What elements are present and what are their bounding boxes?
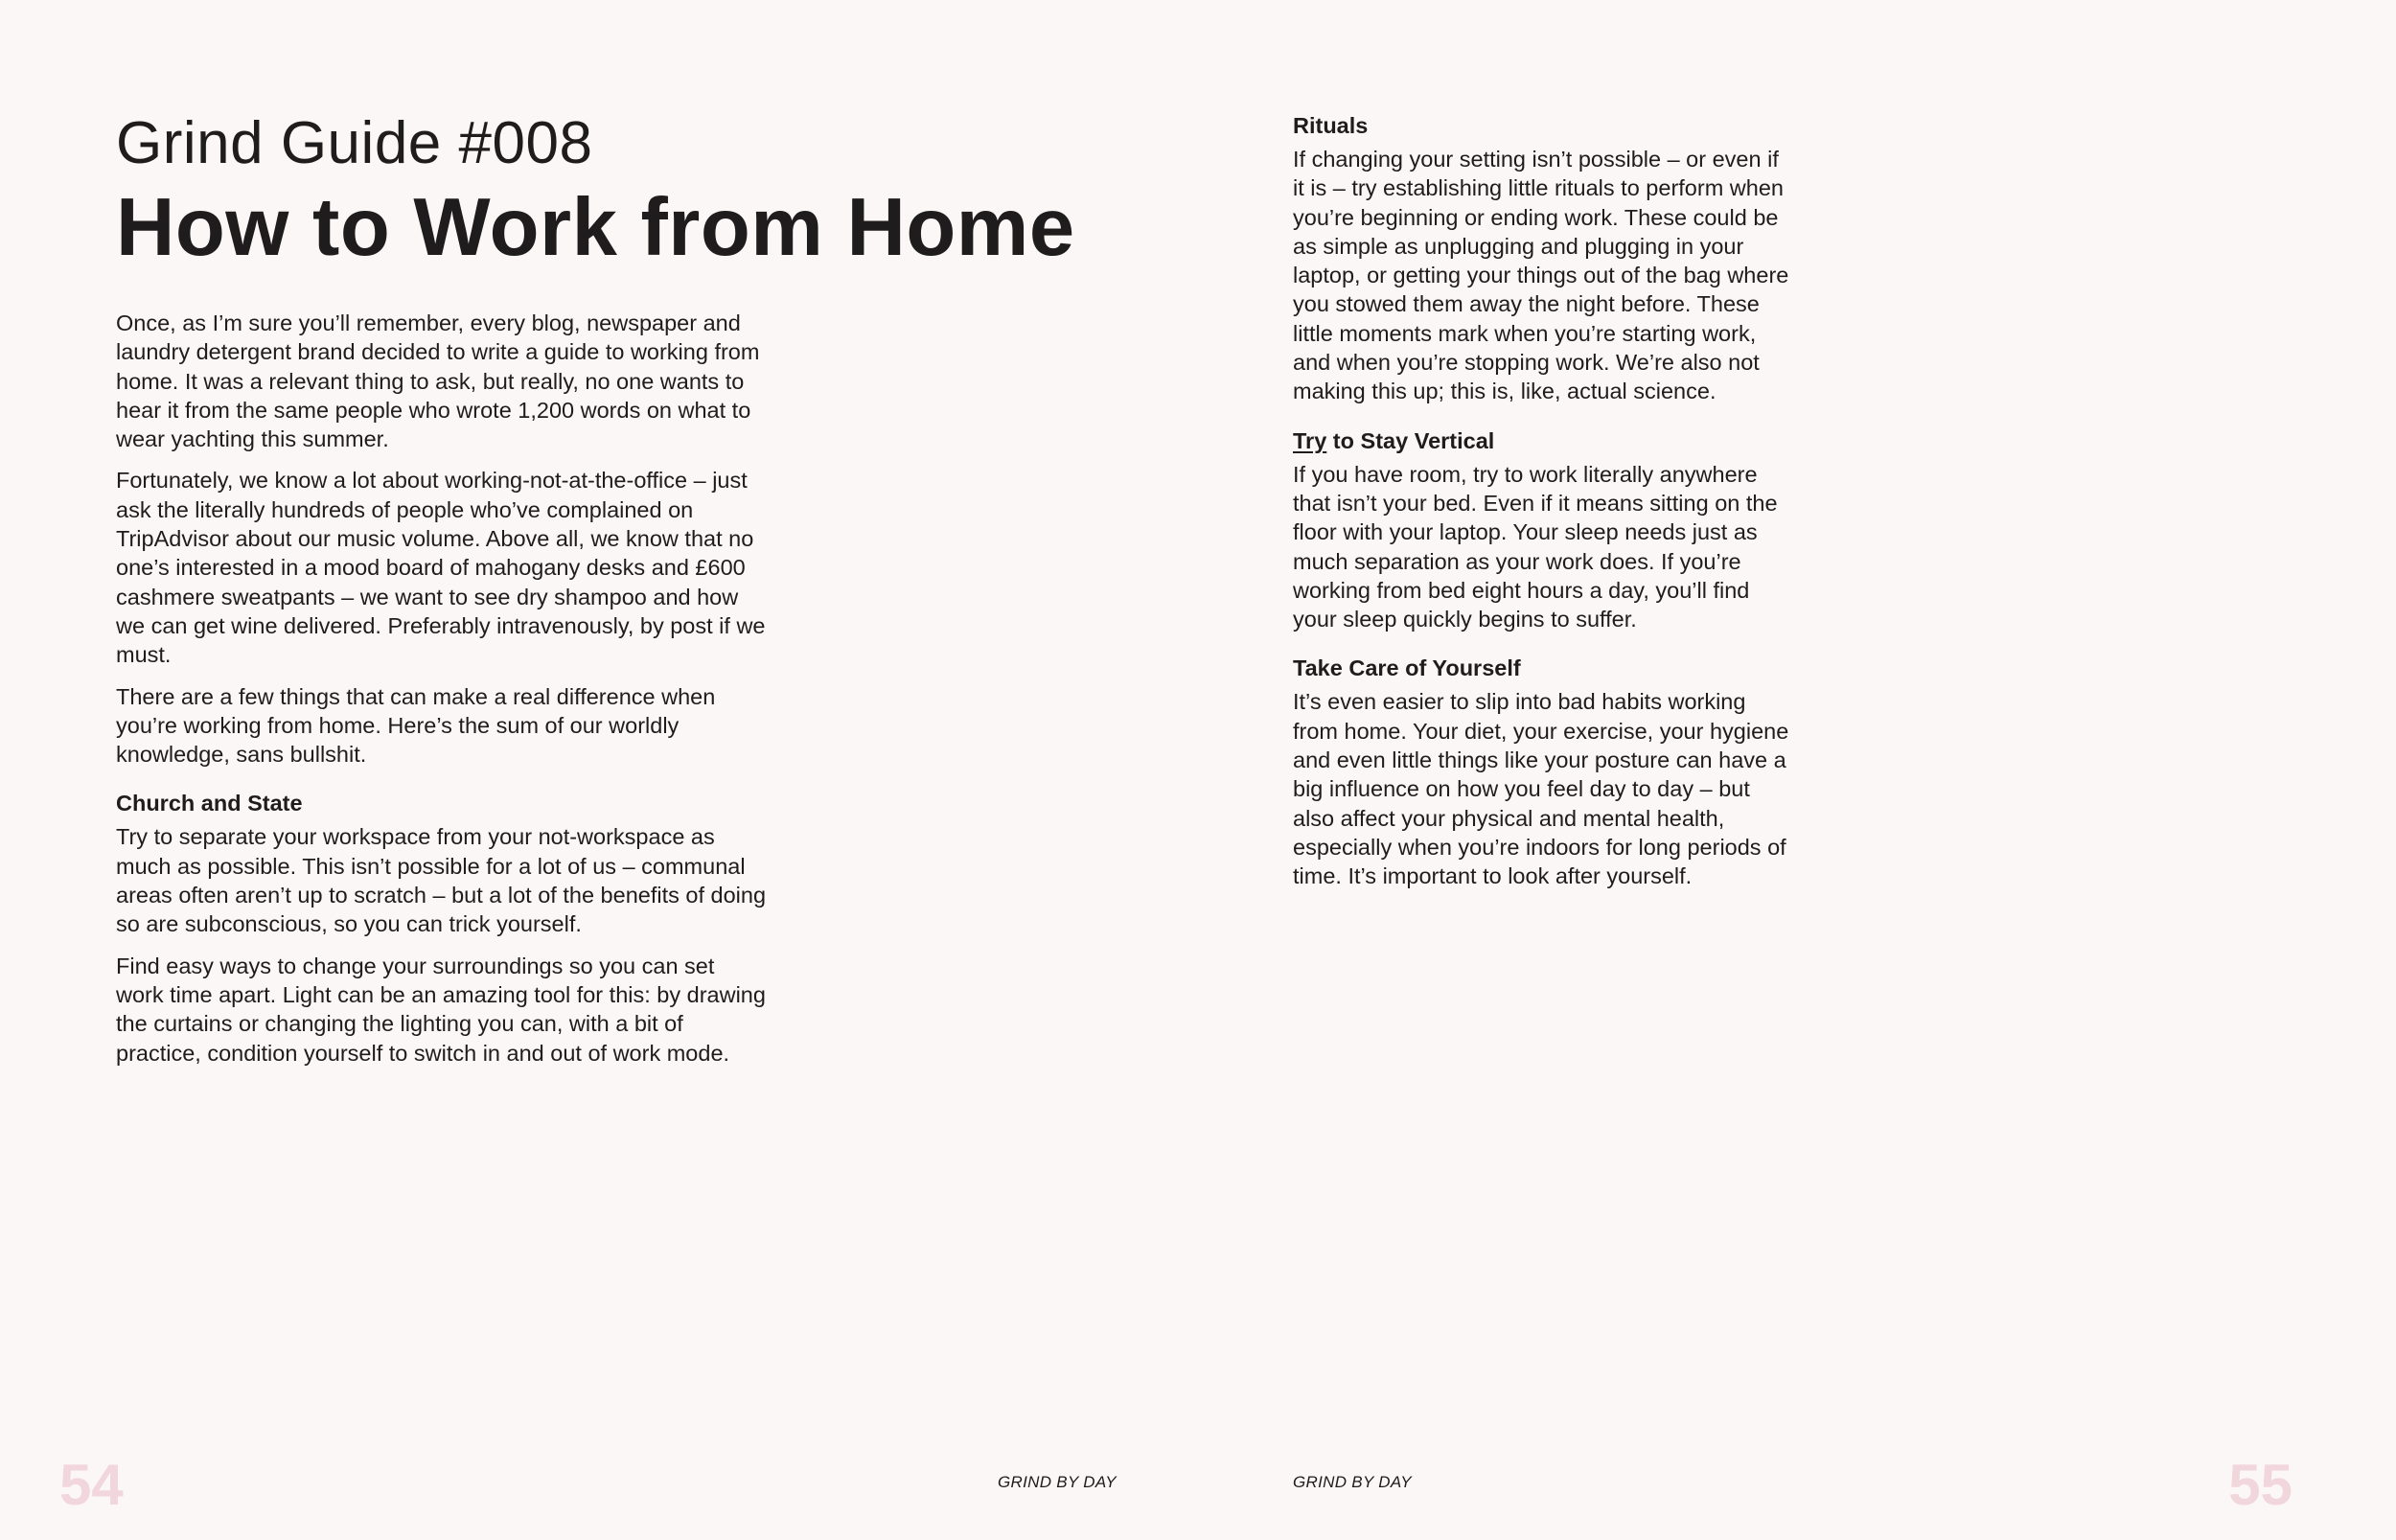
intro-paragraph-1: Once, as I’m sure you’ll remember, every blog, newspaper and laundry detergent brand decided to write a guide to working from home. It was a relevant thing to ask, but really, no one wants to hear it from the same people who wrote 1,200 words on what to wear yachting this summer. — [116, 310, 760, 452]
section-heading-church-and-state: Church and State — [116, 791, 303, 816]
rituals-paragraph: If changing your setting isn’t possible – or even if it is – try establishing little rituals to perform when you’re beginning or ending work. These could be as simple as unplugging and plugging in your laptop, or getting your things out of the bag where you stowed them away the night before. These little moments mark when you’re starting work, and when you’re stopping work. We’re also not making this up; this is, like, actual science. — [1293, 147, 1789, 404]
page-title: How to Work from Home — [116, 182, 1075, 273]
intro-paragraph-3: There are a few things that can make a real difference when you’re working from home. Here’s the sum of our worldly knowledge, sans bullshit. — [116, 683, 716, 768]
page-number-left: 54 — [59, 1453, 124, 1517]
running-footer-left: GRIND BY DAY — [998, 1473, 1117, 1491]
church-paragraph-1: Try to separate your workspace from your not-workspace as much as possible. This isn’t possible for a lot of us – communal areas often aren’t up to scratch – but a lot of the benefits of doing so are subconscious, so you can trick yourself. — [116, 824, 767, 937]
heading-underlined-word: Try — [1293, 427, 1327, 453]
stay-vertical-paragraph: If you have room, try to work literally anywhere that isn’t your bed. Even if it means sitting on the floor with your laptop. Your sleep needs just as much separation as your work does. If you’re working from bed eight hours a day, you’ll find your sleep quickly begins to suffer. — [1293, 461, 1778, 632]
running-footer-right: GRIND BY DAY — [1293, 1473, 1412, 1491]
section-heading-take-care: Take Care of Yourself — [1293, 655, 1521, 681]
right-page — [1198, 0, 2396, 1540]
left-body-column — [116, 309, 768, 1080]
series-kicker: Grind Guide #008 — [116, 110, 593, 176]
section-heading-rituals: Rituals — [1293, 113, 1369, 138]
page-number-right: 55 — [2228, 1453, 2292, 1517]
right-body-column — [1293, 111, 1791, 904]
intro-paragraph-2: Fortunately, we know a lot about working-not-at-the-office – just ask the literally hundreds of people who’ve complained on TripAdvisor about our music volume. Above all, we know that no one’s interested in a mood board of mahogany desks and £600 cashmere sweatpants – we want to see dry shampoo and how we can get wine delivered. Preferably intravenously, by post if we must. — [116, 468, 766, 668]
section-heading-stay-vertical — [1293, 426, 1791, 455]
take-care-paragraph: It’s even easier to slip into bad habits working from home. Your diet, your exercise, your hygiene and even little things like your posture can have a big influence on how you feel day to day – but also affect your physical and mental health, especially when you’re indoors for long periods of time. It’s important to look after yourself. — [1293, 689, 1789, 889]
church-paragraph-2: Find easy ways to change your surroundings so you can set work time apart. Light can be an amazing tool for this: by drawing the curtains or changing the lighting you can, with a bit of practice, condition yourself to switch in and out of work mode. — [116, 953, 766, 1066]
heading-rest: to Stay Vertical — [1326, 427, 1495, 453]
